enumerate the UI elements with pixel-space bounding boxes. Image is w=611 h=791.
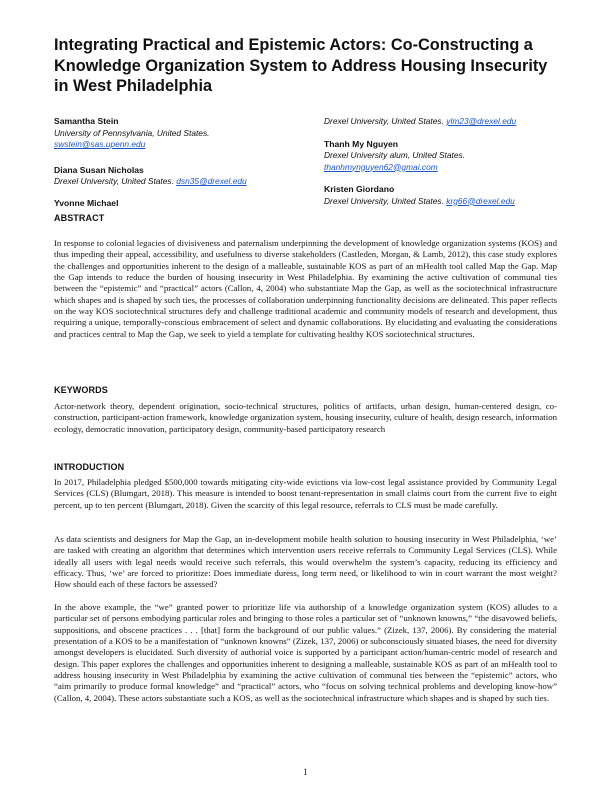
keywords-heading: KEYWORDS [54,385,108,395]
author-affiliation: Drexel University, United States. [324,116,444,126]
author-block [54,198,294,210]
author-column-right [324,116,564,218]
author-name: Yvonne Michael [54,197,119,208]
paper-title: Integrating Practical and Epistemic Actors: Co-Constructing a Knowledge Organization System to Address Housing Insecurity in West Philadelphia [54,36,548,95]
author-affiliation: Drexel University alum, United States. [324,150,466,160]
author-block [324,116,564,128]
author-block [54,116,294,151]
abstract-text: In response to colonial legacies of divisiveness and paternalism underpinning the development of knowledge organization systems (KOS) and thus impeding their appeal, accessibility, and usefulness to diverse stakeholders (Castleden, Morgan, & Lamb, 2012), this case study explores the challenges and opportunities inherent to the design of a malleable, sustainable KOS as part of an mHealth tool called Map the Gap. Map the Gap intends to reduce the burden of housing insecurity in West Philadelphia. By examining the active cultivation of communal ties between the “epistemic” and “practical” actors (Callon, 4, 2004) who substantiate Map the Gap, as well as the sociotechnical infrastructure which shapes and is shaped by such ties, the processes of collaboration underpinning functionality decisions are delineated. This paper reflects on the way KOS sociotechnical structures defy and challenge traditional academic and community models of research and development, thus requiring a unique, temporally-conscious embracement of select and dynamic collaborations. By elucidating and evaluating the considerations and practices central to Map the Gap, we seek to yield a template for cultivating healthy KOS sociotechnical structures. [54,238,557,339]
author-name: Kristen Giordano [324,184,395,194]
author-email-link[interactable]: swstein@sas.upenn.edu [54,139,146,149]
author-block [324,184,564,207]
author-email-link[interactable]: thanhmynguyen62@gmai.com [324,161,438,172]
author-name: Thanh My Nguyen [324,138,399,149]
author-block [54,165,294,188]
author-name: Samantha Stein [54,116,119,126]
author-email-link[interactable]: ylm23@drexel.edu [446,116,517,126]
author-affiliation: Drexel University, United States. [324,195,444,206]
page-number: 1 [303,767,308,777]
author-affiliation: University of Pennsylvania, United States. [54,127,210,138]
keywords-text: Actor-network theory, dependent origination, socio-technical structures, politics of artifacts, urban design, human-centered design, co-construction, participant-action framework, knowledge organization system, housing insecurity, culture of health, design research, information ecology, democratic innovation, participatory design, community-based participatory research [54,401,557,434]
intro-paragraph: In 2017, Philadelphia pledged $500,000 towards mitigating city-wide evictions via low-cost legal assistance provided by Community Legal Services (CLS) (Blumgart, 2018). This measure is intended to boost tenant-representation in small claims court from the current five to eight percent, up to ten percent (Blumgart, 2018). Given the scarcity of this legal resource, referrals to CLS must be made carefully. [54,477,557,510]
author-block [324,139,564,174]
author-affiliation: Drexel University, United States. [54,176,174,186]
author-column-left [54,116,294,220]
author-email-link[interactable]: krg66@drexel.edu [446,195,515,206]
abstract-heading: ABSTRACT [54,213,105,223]
intro-paragraph: In the above example, the “we” granted power to prioritize life via authorship of a knowledge organization system (KOS) alludes to a particular set of persons embodying particular roles and bringing to those roles a particular set of “unknown knowns,” “the disavowed beliefs, suppositions, and obscene practices . . . [that] form the background of our public values.” (Zizek, 137, 2006). By considering the material presentation of a KOS to be a manifestation of “unknown knowns” (Zizek, 137, 2006) or subconsciously situated biases, the need for diversity amongst developers is elucidated. Such diversity of authorial voice is supported by a participant action/human-centric model of research and design. This paper explores the challenges and opportunities inherent to designing a malleable, sustainable KOS as part of an mHealth tool to address housing insecurity in West Philadelphia by examining the active cultivation of communal ties between the “epistemic” actors, who “aim primarily to produce formal knowledge” and “practical” actors, who “focus on solving technical problems and developing know-how” (Callon, 4, 2004). These actors substantiate such a KOS, as well as the sociotechnical infrastructure which shapes and is shaped by such ties. [54,602,557,703]
author-email-link[interactable]: dsn35@drexel.edu [176,176,247,186]
intro-paragraph: As data scientists and designers for Map the Gap, an in-development mobile health solution to housing insecurity in West Philadelphia, ‘we’ are tasked with creating an algorithm that determines which intervention users receive referrals to Community Legal Services (CLS). While ideally all users with legal needs would receive such referrals, this would overwhelm the system’s capacity, reducing its efficiency and efficacy. Thus, ‘we’ are forced to prioritize: Does immediate duress, long term need, or likelihood to win in court warrant the most weight? How should each of these factors be assessed? [54,534,557,590]
introduction-heading: INTRODUCTION [54,462,125,472]
author-name: Diana Susan Nicholas [54,164,144,175]
